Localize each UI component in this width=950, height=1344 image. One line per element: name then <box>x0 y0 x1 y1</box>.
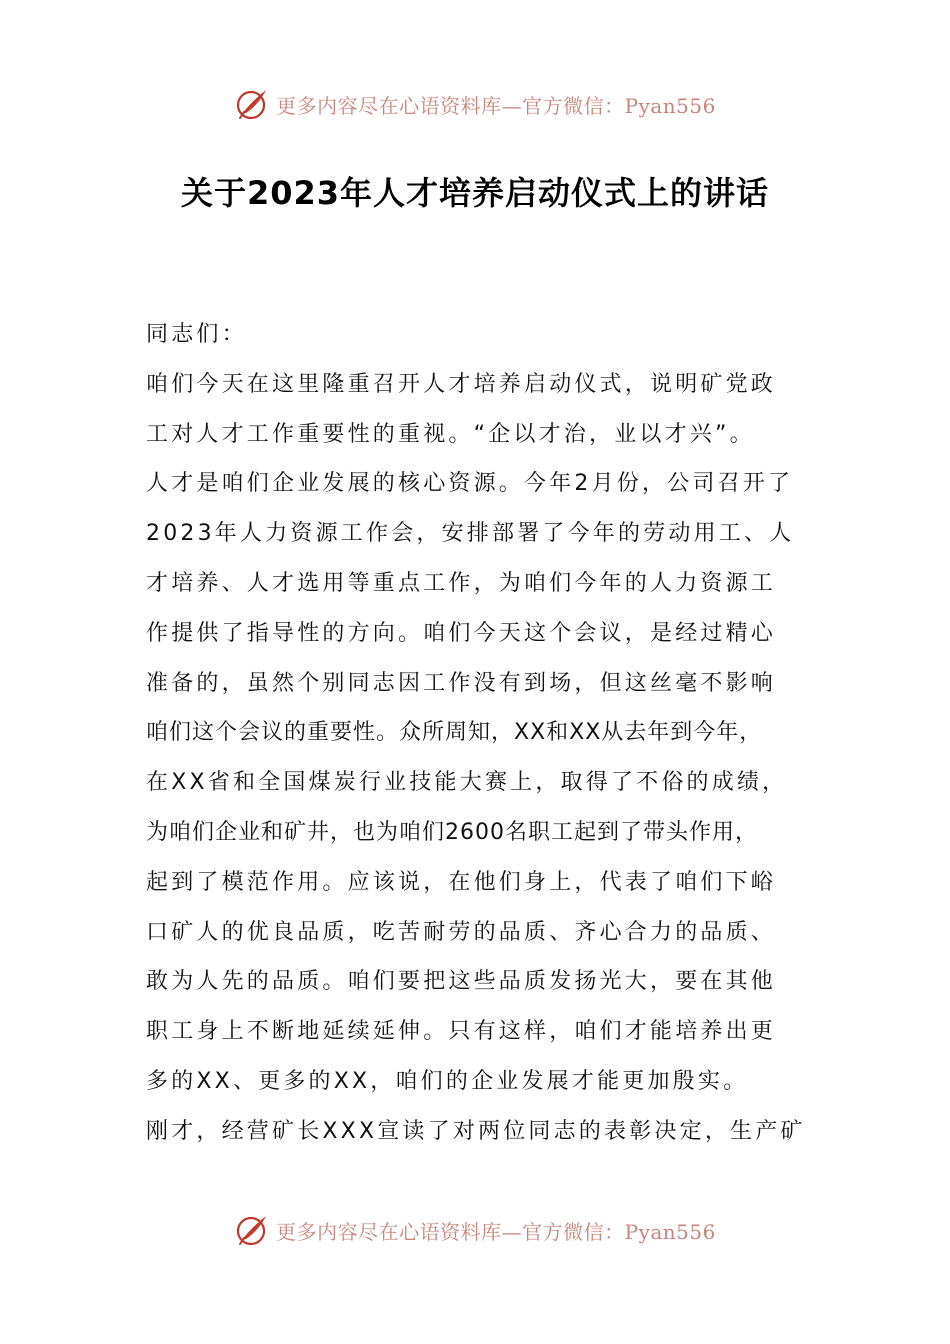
body-line: 工对人才工作重要性的重视。“企以才治，业以才兴”。 <box>146 421 755 447</box>
body-line: 刚才，经营矿长XXX宣读了对两位同志的表彰决定，生产矿 <box>146 1118 806 1144</box>
header-banner <box>0 84 950 124</box>
body-line: 职工身上不断地延续延伸。只有这样，咱们才能培养出更 <box>146 1019 777 1045</box>
quill-pen-icon <box>234 1212 270 1248</box>
quill-pen-icon <box>234 86 270 122</box>
body-line: 人才是咱们企业发展的核心资源。今年2月份，公司召开了 <box>146 471 794 497</box>
document-body <box>146 310 826 1157</box>
body-line: 起到了模范作用。应该说，在他们身上，代表了咱们下峪 <box>146 869 777 895</box>
document-title: 关于2023年人才培养启动仪式上的讲话 <box>180 174 770 212</box>
body-line: 咱们今天在这里隆重召开人才培养启动仪式，说明矿党政 <box>146 371 777 397</box>
body-line: 准备的，虽然个别同志因工作没有到场，但这丝毫不影响 <box>146 670 777 696</box>
body-line: 为咱们企业和矿井，也为咱们2600名职工起到了带头作用， <box>146 819 758 845</box>
body-line: 多的XX、更多的XX，咱们的企业发展才能更加殷实。 <box>146 1068 749 1094</box>
banner-text: 更多内容尽在心语资料库—官方微信：Pyan556 <box>276 93 716 118</box>
body-line: 口矿人的优良品质，吃苦耐劳的品质、齐心合力的品质、 <box>146 919 777 945</box>
body-line: 才培养、人才选用等重点工作，为咱们今年的人力资源工 <box>146 570 777 596</box>
body-line: 咱们这个会议的重要性。众所周知，XX和XX从去年到今年， <box>146 720 763 746</box>
body-line: 同志们： <box>146 322 247 347</box>
body-line: 敢为人先的品质。咱们要把这些品质发扬光大，要在其他 <box>146 969 777 995</box>
body-line: 作提供了指导性的方向。咱们今天这个会议，是经过精心 <box>146 620 777 646</box>
banner-text: 更多内容尽在心语资料库—官方微信：Pyan556 <box>276 1219 716 1244</box>
body-line: 2023年人力资源工作会，安排部署了今年的劳动用工、人 <box>146 521 795 547</box>
body-line: 在XX省和全国煤炭行业技能大赛上，取得了不俗的成绩， <box>146 770 788 796</box>
footer-banner <box>0 1210 950 1250</box>
